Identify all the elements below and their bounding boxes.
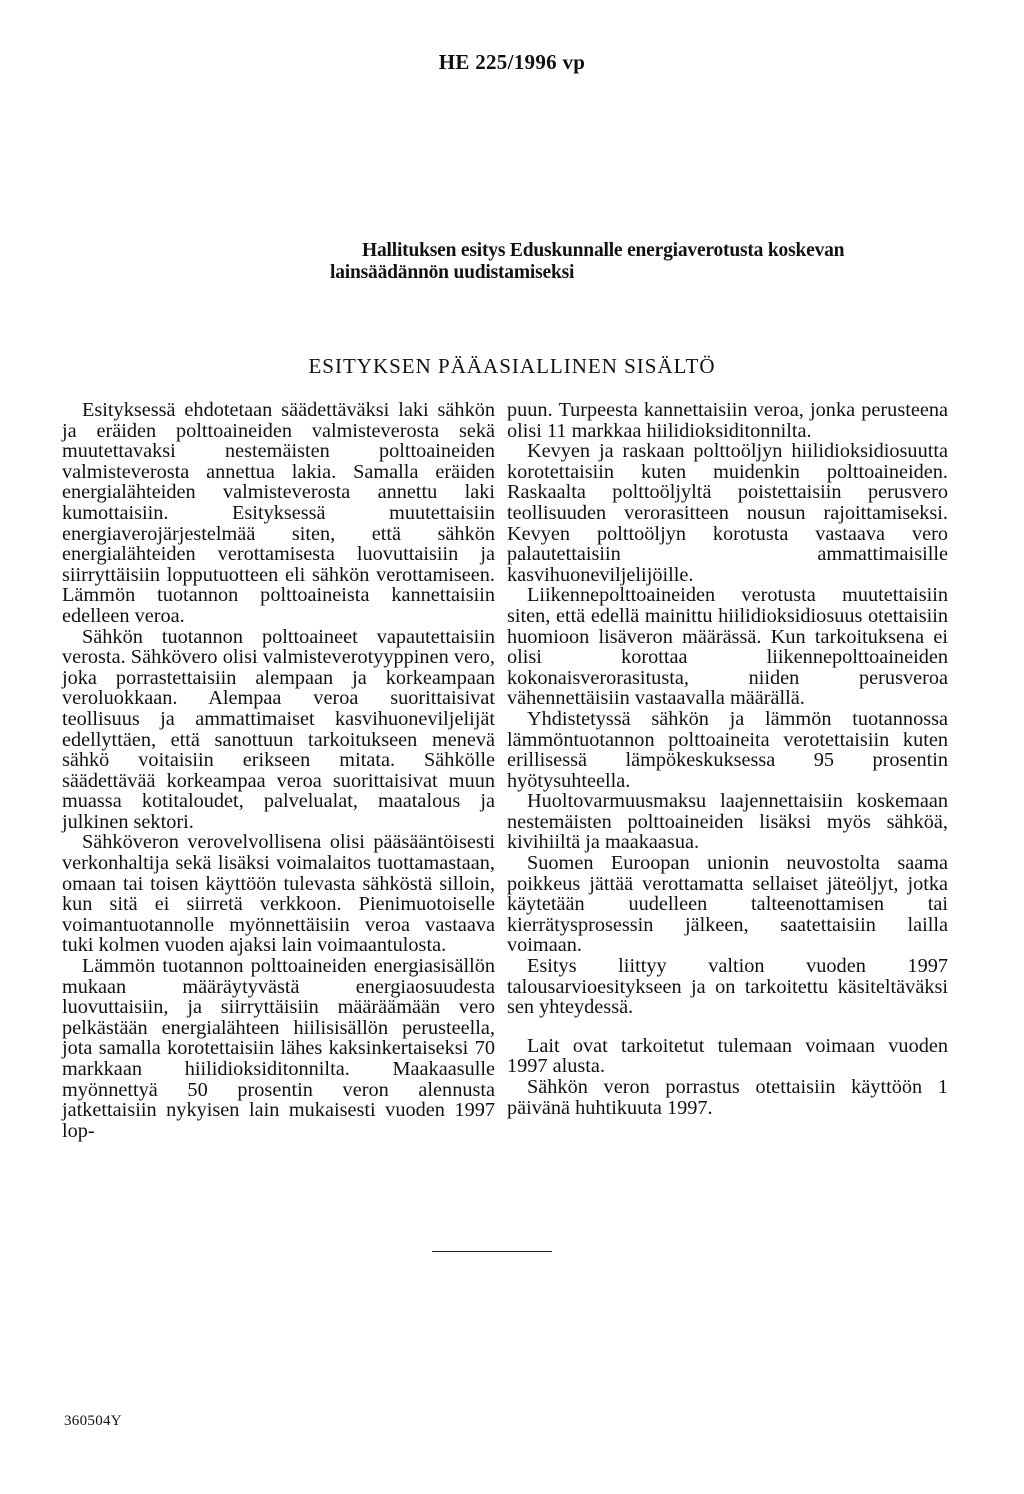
paragraph: Yhdistetyssä sähkön ja lämmön tuotannossa lämmöntuotannon polttoaineita verotettaisiin kuten erillisessä lämpökeskuksessa 95 prosentin hyötysuhteella. — [507, 707, 948, 792]
section-heading: ESITYKSEN PÄÄASIALLINEN SISÄLTÖ — [308, 354, 716, 378]
right-column — [507, 400, 948, 1118]
paragraph: Lämmön tuotannon polttoaineiden energiasisällön mukaan määräytyvästä energiaosuudesta luovuttaisiin, ja siirryttäisiin määräämään vero pelkästään energialähteen hiilisisällön perusteella, jota samalla korotettaisiin lähes kaksinkertaiseksi 70 markkaan hiilidioksiditonnilta. Maakaasulle myönnettyä 50 prosentin veron alennusta jatkettaisiin nykyisen lain mukaisesti vuoden 1997 lop- — [62, 955, 495, 1142]
footer-code: 360504Y — [64, 1413, 122, 1429]
paragraph: Kevyen ja raskaan polttoöljyn hiilidioksidiosuutta korotettaisiin kuten muidenkin polttoaineiden. Raskaalta polttoöljyltä poistettaisiin perusvero teollisuuden verorasitteen nousun rajoittamiseksi. Kevyen polttoöljyn korotusta vastaava vero palautettaisiin ammattimaisille kasvihuoneviljelijöille. — [507, 440, 948, 586]
paragraph: Liikennepolttoaineiden verotusta muutettaisiin siten, että edellä mainittu hiilidioksidiosuus otettaisiin huomioon lisäveron määrässä. Kun tarkoituksena ei olisi korottaa liikennepolttoaineiden kokonaisverorasitusta, niiden perusveroa vähennettäisiin vastaavalla määrällä. — [507, 584, 948, 710]
title-line-2: lainsäädännön uudistamiseksi — [330, 262, 575, 283]
paragraph-closing: Sähkön veron porrastus otettaisiin käyttöön 1 päivänä huhtikuuta 1997. — [507, 1076, 948, 1119]
paragraph: Suomen Euroopan unionin neuvostolta saama poikkeus jättää verottamatta sellaiset jäteöljyt, jotka käytetään uudelleen talteenottamisen tai kierrätysprosessin jälkeen, saatettaisiin lailla voimaan. — [507, 852, 948, 957]
paragraph: Sähköveron verovelvollisena olisi pääsääntöisesti verkonhaltija sekä lisäksi voimalaitos tuottamastaan, omaan tai toisen käyttöön tulevasta sähköstä silloin, kun sitä ei siirretä verkkoon. Pienimuotoiselle voimantuotannolle myönnettäisiin veroa vastaava tuki kolmen vuoden ajaksi lain voimaantulosta. — [62, 831, 495, 957]
paragraph: Huoltovarmuusmaksu laajennettaisiin koskemaan nestemäisten polttoaineiden lisäksi myös sähköä, kivihiiltä ja maakaasua. — [507, 790, 948, 854]
divider-rule — [432, 1251, 552, 1252]
paragraph: Esityksessä ehdotetaan säädettäväksi laki sähkön ja eräiden polttoaineiden valmisteverosta sekä muutettavaksi nestemäisten polttoaineiden valmisteverosta annettua lakia. Samalla eräiden energialähteiden valmisteverosta annettu laki kumottaisiin. Esityksessä muutettaisiin energiaverojärjestelmää siten, että sähkön energialähteiden verottamisesta luovuttaisiin ja siirryttäisiin lopputuotteen eli sähkön verottamiseen. Lämmön tuotannon polttoaineista kannettaisiin edelleen veroa. — [62, 399, 495, 627]
left-column — [62, 400, 495, 1141]
title-line-1: Hallituksen esitys Eduskunnalle energiaverotusta koskevan — [362, 240, 845, 261]
paragraph: Sähkön tuotannon polttoaineet vapautettaisiin verosta. Sähkövero olisi valmisteverotyyppinen vero, joka porrastettaisiin alempaan ja korkeampaan veroluokkaan. Alempaa veroa suorittaisivat teollisuus ja ammattimaiset kasvihuoneviljelijät edellyttäen, että sanottuun tarkoitukseen menevä sähkö voitaisiin erikseen mitata. Sähkölle säädettävää korkeampaa veroa suorittaisivat muun muassa kotitaloudet, palvelualat, maatalous ja julkinen sektori. — [62, 625, 495, 833]
paragraph: Esitys liittyy valtion vuoden 1997 talousarvioesitykseen ja on tarkoitettu käsiteltäväksi sen yhteydessä. — [507, 955, 948, 1019]
document-id: HE 225/1996 vp — [438, 50, 586, 74]
paragraph-continuation: puun. Turpeesta kannettaisiin veroa, jonka perusteena olisi 11 markkaa hiilidioksiditonnilta. — [507, 399, 948, 442]
document-title — [330, 240, 990, 284]
paragraph-closing: Lait ovat tarkoitetut tulemaan voimaan vuoden 1997 alusta. — [507, 1034, 948, 1078]
